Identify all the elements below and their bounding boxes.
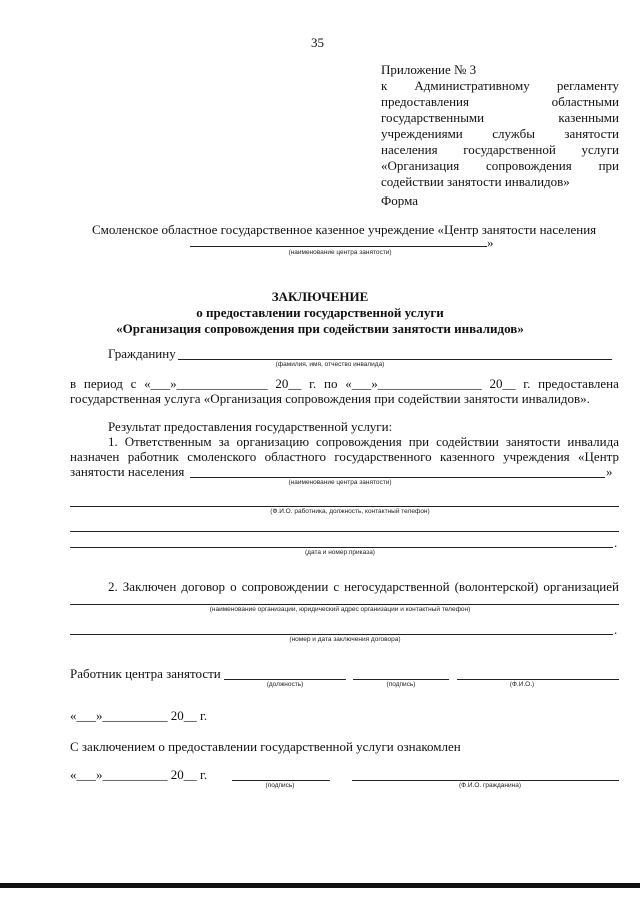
citizen-name-sign-caption: (Ф.И.О. гражданина) [458, 782, 521, 789]
period-word: г. [523, 376, 531, 391]
appendix-word: при [598, 158, 619, 173]
result-label: Результат предоставления государственной услуги: [108, 419, 393, 434]
order-info-field[interactable] [70, 547, 613, 548]
appendix-word: государственными [381, 110, 485, 125]
acquainted-text: С заключением о предоставлении государственной услуги ознакомлен [70, 739, 461, 754]
document-subtitle: о предоставлении государственной услуги [196, 305, 444, 320]
document-title: ЗАКЛЮЧЕНИЕ [271, 289, 369, 304]
appendix-line [381, 78, 619, 94]
appendix-word: службы [492, 126, 535, 141]
appendix-line [381, 126, 619, 142]
appendix-word: «Организация [381, 158, 460, 173]
worker-info-field[interactable] [70, 506, 619, 507]
appendix-word: регламенту [556, 78, 619, 93]
appendix-word: государственной [463, 142, 556, 157]
period-word: 20__ [275, 376, 302, 391]
extra-info-field[interactable] [70, 531, 619, 532]
period-start-date-field[interactable]: «___»______________ [144, 376, 268, 391]
institution-caption: (наименование центра занятости) [288, 249, 392, 256]
appendix-word: занятости [564, 126, 619, 141]
contract-info-field[interactable] [70, 634, 613, 635]
appendix-word: учреждениями [381, 126, 463, 141]
worker-position-field[interactable] [224, 679, 346, 680]
worker-name-caption: (Ф.И.О.) [509, 681, 535, 688]
citizen-signature-caption: (подпись) [265, 782, 295, 789]
period-word: по [323, 376, 338, 391]
institution-closing-quote: » [487, 235, 494, 250]
worker-label: Работник центра занятости [70, 666, 221, 681]
period-word: предоставлена [538, 376, 619, 391]
acquainted-date-field[interactable]: «___»__________ 20__ г. [70, 767, 208, 782]
page-bottom-bar [0, 883, 640, 888]
institution-underline [190, 246, 487, 247]
order-info-caption: (дата и номер приказа) [305, 549, 375, 556]
worker-date-field[interactable]: «___»__________ 20__ г. [70, 708, 208, 723]
form-label: Форма [381, 193, 418, 208]
page-number: 35 [311, 35, 324, 50]
appendix-word: Административному [414, 78, 530, 93]
appendix-word: населения [381, 142, 438, 157]
appendix-line [381, 158, 619, 174]
appendix-word: казенными [558, 110, 619, 125]
period-word: с [130, 376, 137, 391]
worker-signature-caption: (подпись) [386, 681, 416, 688]
period-word: период [83, 376, 123, 391]
document-service-name: «Организация сопровождения при содействии занятости инвалидов» [116, 321, 524, 336]
result-item-1-line-3: занятости населения [70, 464, 185, 479]
appendix-line [381, 94, 619, 110]
citizen-name-sign-field[interactable] [352, 780, 619, 781]
period-line-2: государственная услуга «Организация сопровождения при содействии занятости инвалидов». [70, 391, 590, 406]
period-word: г. [309, 376, 317, 391]
appendix-lines [381, 78, 619, 190]
employment-center-field[interactable] [190, 477, 605, 478]
period-line [70, 376, 619, 392]
institution-text: Смоленское областное государственное казенное учреждение «Центр занятости населения [92, 222, 597, 237]
employment-center-caption: (наименование центра занятости) [288, 479, 392, 486]
citizen-caption: (фамилия, имя, отчество инвалида) [275, 361, 385, 368]
order-dot: . [614, 535, 618, 550]
organization-field[interactable] [70, 604, 619, 605]
result-item-1-line-1: 1. Ответственным за организацию сопровождения при содействии занятости инвалида [108, 434, 619, 449]
result-item-1-line-2: назначен работник смоленского областного государственного казенного учреждения «Центр [70, 449, 619, 464]
worker-signature-field[interactable] [353, 679, 449, 680]
result-closing-quote: » [606, 464, 613, 479]
worker-position-caption: (должность) [266, 681, 304, 688]
period-end-date-field[interactable]: «___»________________ [345, 376, 482, 391]
appendix-word: услуги [581, 142, 619, 157]
contract-line-1: 2. Заключен договор о сопровождении с негосударственной (волонтерской) организацией [108, 579, 619, 594]
appendix-word: предоставления [381, 94, 469, 109]
appendix-word: сопровождения [486, 158, 572, 173]
appendix-last-line: содействии занятости инвалидов» [381, 174, 570, 189]
contract-info-caption: (номер и дата заключения договора) [289, 636, 401, 643]
organization-caption: (наименование организации, юридический адрес организации и контактный телефон) [209, 606, 471, 613]
period-word: 20__ [489, 376, 516, 391]
citizen-name-field[interactable] [178, 359, 612, 360]
period-word: в [70, 376, 77, 391]
appendix-line [381, 110, 619, 126]
appendix-word: к [381, 78, 388, 93]
contract-dot: . [614, 622, 618, 637]
worker-name-field[interactable] [457, 679, 619, 680]
worker-info-caption: (Ф.И.О. работника, должность, контактный телефон) [270, 508, 430, 515]
appendix-line [381, 142, 619, 158]
appendix-title: Приложение № 3 [381, 62, 477, 77]
appendix-word: областными [551, 94, 619, 109]
citizen-label: Гражданину [108, 346, 176, 361]
citizen-signature-field[interactable] [232, 780, 330, 781]
